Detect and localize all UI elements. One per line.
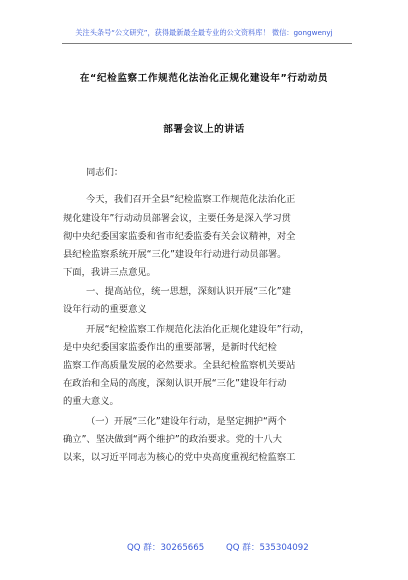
body-line: 下面，我讲三点意见。 [63,267,156,278]
body-line: 规化建设年”行动动员部署会议，主要任务是深入学习贯 [63,213,291,224]
header-promo-note: 关注头条号“公文研究”，获得最新最全最专业的公文资料库！ 微信：gongwenyj [75,28,333,37]
footer [0,541,408,555]
body-line: 开展“纪检监察工作规范化法治化正规化建设年”行动， [86,324,310,335]
body-line: （一）开展“三化”建设年行动，是坚定拥护“两个 [86,416,287,427]
body-line: 以来，以习近平同志为核心的党中央高度重视纪检监察工 [63,452,296,463]
footer-qq-group-right: QQ 群：535304092 [226,543,309,553]
body-line: 彻中央纪委国家监委和省市纪委监委有关会议精神，对全 [63,231,296,242]
section-heading-line: 一、提高站位，统一思想，深刻认识开展“三化”建 [86,286,291,297]
document-title-line-2: 部署会议上的讲话 [163,124,245,135]
body-line: 县纪检监察系统开展“三化”建设年行动进行动员部署。 [63,249,287,260]
body-line: 确立”、坚决做到“两个维护”的政治要求。党的十八大 [63,434,282,445]
salutation: 同志们： [86,167,124,178]
section-heading-line: 设年行动的重要意义 [63,304,147,315]
body-line: 的重大意义。 [63,396,119,407]
body-line: 在政治和全局的高度，深刻认识开展“三化”建设年行动 [63,378,287,389]
header-divider [62,43,352,44]
body-line: 今天，我们召开全县“纪检监察工作规范化法治化正 [86,194,296,205]
document-title-line-1: 在“纪检监察工作规范化法治化正规化建设年”行动动员 [79,73,329,84]
body-line: 是中央纪委国家监委作出的重要部署，是新时代纪检 [63,342,277,353]
body-line: 监察工作高质量发展的必然要求。全县纪检监察机关要站 [63,360,296,371]
footer-qq-group-left: QQ 群：30265665 [127,543,205,553]
